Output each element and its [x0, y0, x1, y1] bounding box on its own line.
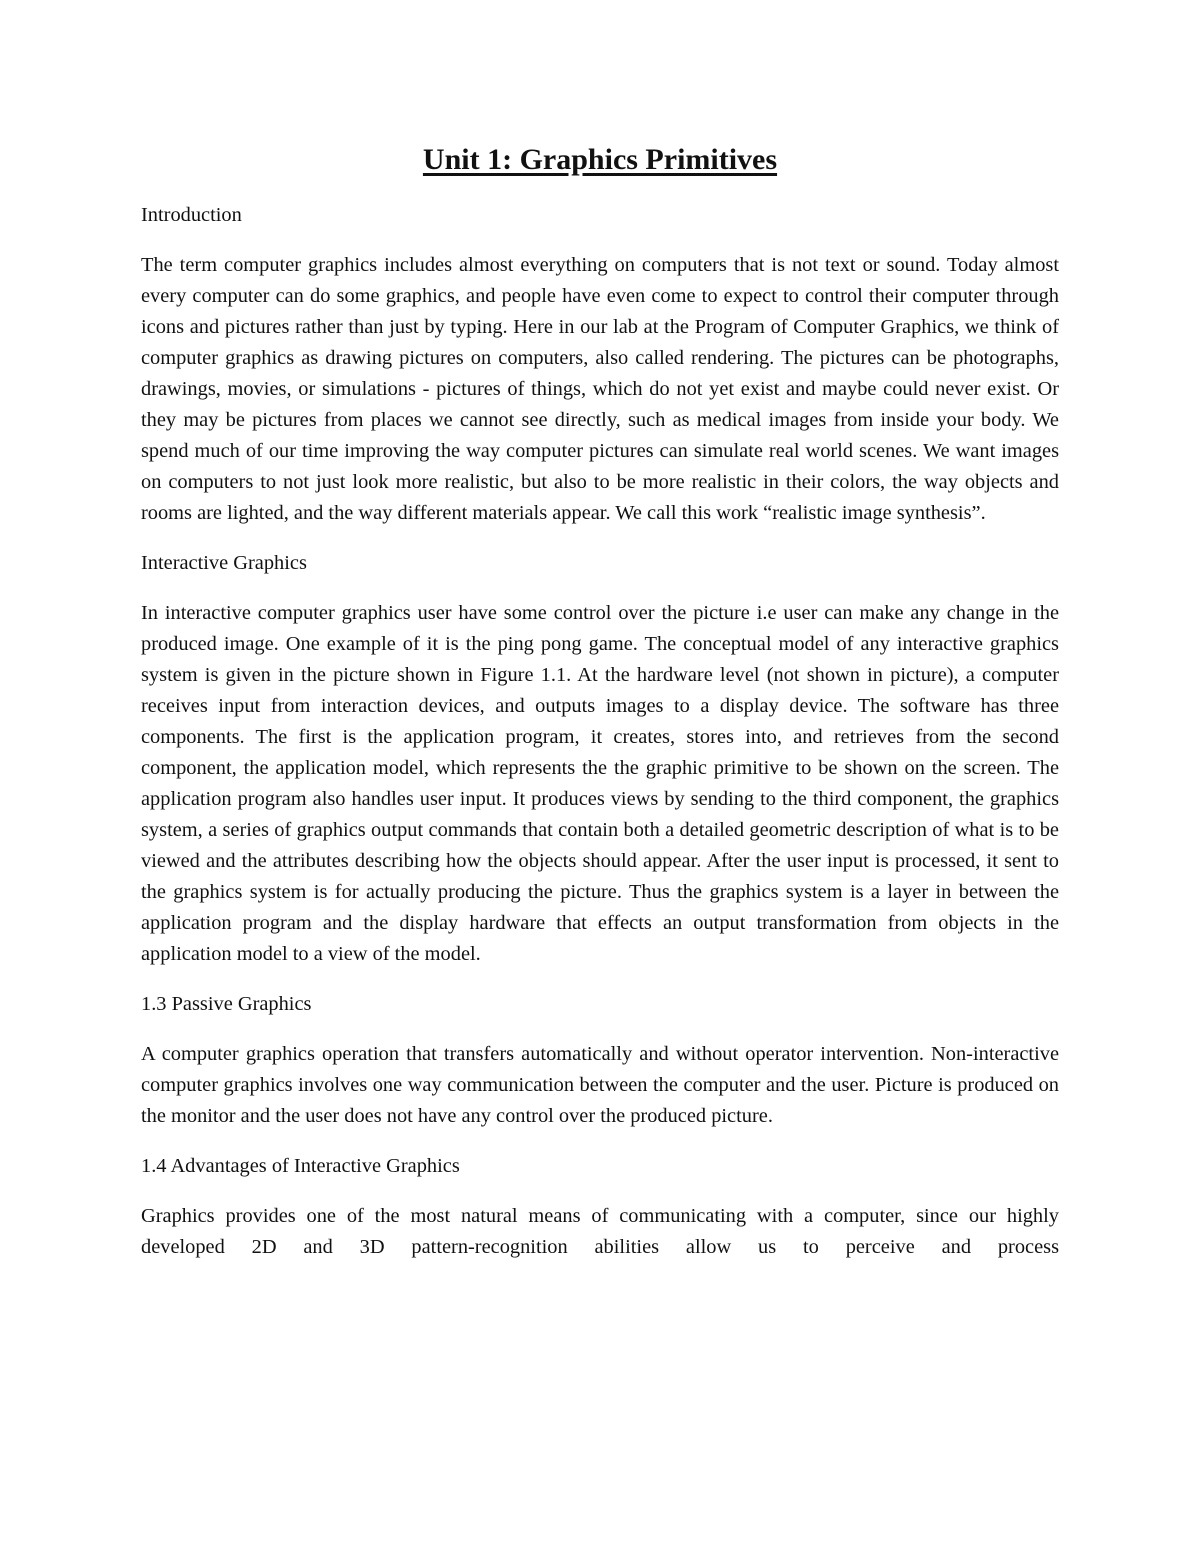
paragraph-introduction: The term computer graphics includes almost everything on computers that is not text or sound. Today almost every computer can do some graphics, and people have even come to expect to control their computer through icons and pictures rather than just by typing. Here in our lab at the Program of Computer Graphics, we think of computer graphics as drawing pictures on computers, also called rendering. The pictures can be photographs, drawings, movies, or simulations - pictures of things, which do not yet exist and maybe could never exist. Or they may be pictures from places we cannot see directly, such as medical images from inside your body. We spend much of our time improving the way computer pictures can simulate real world scenes. We want images on computers to not just look more realistic, but also to be more realistic in their colors, the way objects and rooms are lighted, and the way different materials appear. We call this work “realistic image synthesis”. [141, 254, 1059, 524]
document-body [141, 200, 1059, 1282]
section-heading-interactive-graphics: Interactive Graphics [141, 552, 307, 574]
section-heading-introduction: Introduction [141, 204, 242, 226]
page-title: Unit 1: Graphics Primitives [422, 143, 778, 176]
section-heading-advantages: 1.4 Advantages of Interactive Graphics [141, 1155, 460, 1177]
paragraph-passive-graphics: A computer graphics operation that transfers automatically and without operator intervention. Non-interactive computer graphics involves one way communication between the computer and the user. Picture is produced on the monitor and the user does not have any control over the produced picture. [141, 1043, 1059, 1127]
paragraph-advantages: Graphics provides one of the most natural means of communicating with a computer, since our highly developed 2D and 3D pattern-recognition abilities allow us to perceive and process [141, 1205, 1059, 1258]
section-heading-passive-graphics: 1.3 Passive Graphics [141, 993, 312, 1015]
paragraph-interactive-graphics: In interactive computer graphics user have some control over the picture i.e user can make any change in the produced image. One example of it is the ping pong game. The conceptual model of any interactive graphics system is given in the picture shown in Figure 1.1. At the hardware level (not shown in picture), a computer receives input from interaction devices, and outputs images to a display device. The software has three components. The first is the application program, it creates, stores into, and retrieves from the second component, the application model, which represents the the graphic primitive to be shown on the screen. The application program also handles user input. It produces views by sending to the third component, the graphics system, a series of graphics output commands that contain both a detailed geometric description of what is to be viewed and the attributes describing how the objects should appear. After the user input is processed, it sent to the graphics system is for actually producing the picture. Thus the graphics system is a layer in between the application program and the display hardware that effects an output transformation from objects in the application model to a view of the model. [141, 602, 1059, 965]
